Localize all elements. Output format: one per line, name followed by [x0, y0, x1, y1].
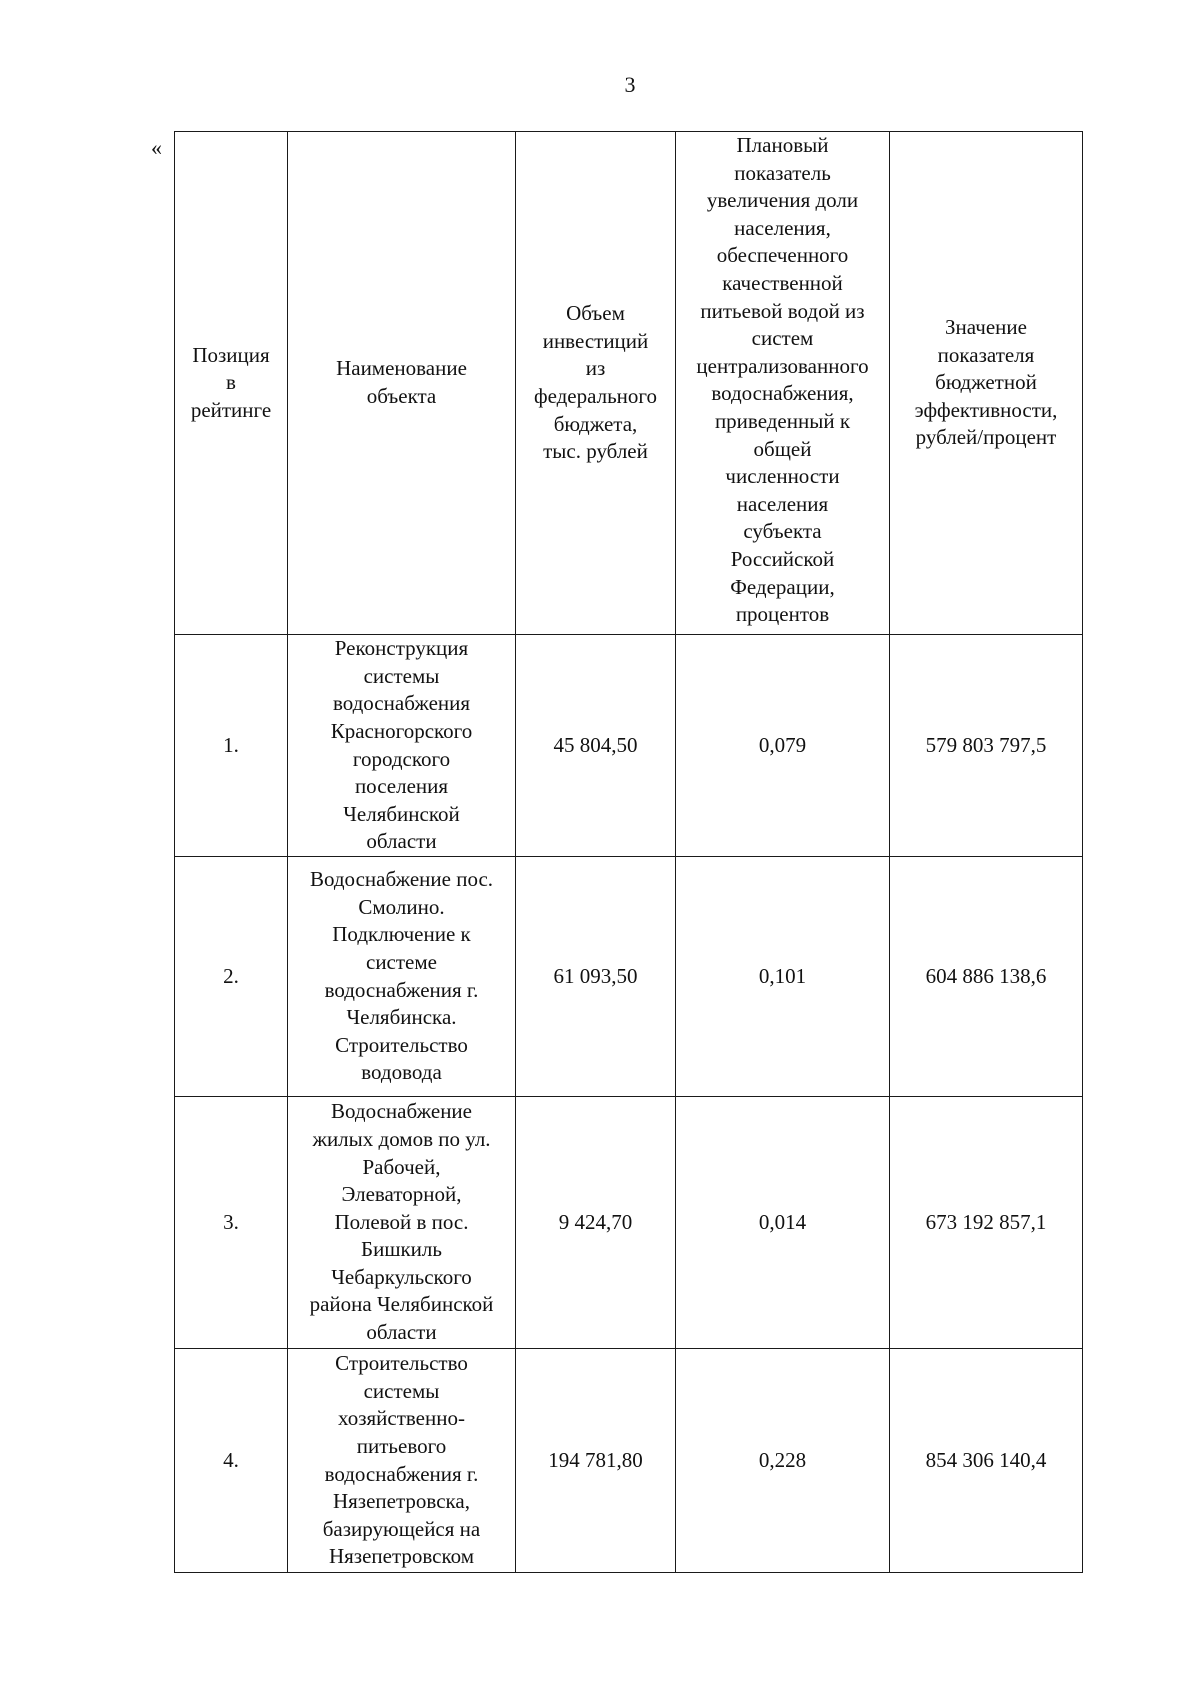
header-line: Российской — [730, 546, 835, 571]
header-line: показателя — [937, 342, 1035, 367]
header-plan-indicator — [676, 132, 890, 635]
name-line: жилых домов по ул. — [312, 1126, 491, 1151]
header-line: систем — [751, 326, 814, 351]
header-line: обеспеченного — [716, 243, 849, 268]
cell-budget-efficiency: 579 803 797,5 — [890, 635, 1083, 857]
cell-object-name — [288, 857, 516, 1097]
table-row — [175, 857, 1083, 1097]
cell-investment: 61 093,50 — [516, 857, 676, 1097]
header-line: увеличения доли — [706, 188, 859, 213]
header-line: населения, — [734, 215, 831, 240]
name-line: Нязепетровском — [328, 1544, 475, 1569]
cell-plan-indicator: 0,014 — [676, 1097, 890, 1349]
name-line: водоснабжения г. — [324, 1461, 479, 1486]
header-line: водоснабжения, — [711, 381, 854, 406]
header-line: численности — [725, 464, 840, 489]
name-line: района Челябинской — [309, 1292, 494, 1317]
name-line: системе — [366, 949, 437, 974]
name-line: Элеваторной, — [341, 1182, 462, 1207]
header-line: Значение — [945, 315, 1027, 340]
cell-position: 4. — [175, 1349, 288, 1573]
header-line: качественной — [722, 270, 843, 295]
name-line: хозяйственно- — [338, 1406, 465, 1431]
name-line: системы — [363, 663, 440, 688]
name-line: области — [366, 1320, 437, 1345]
name-line: водоснабжения — [332, 691, 471, 716]
cell-object-name — [288, 635, 516, 857]
page-number: 3 — [624, 72, 636, 97]
cell-investment: 45 804,50 — [516, 635, 676, 857]
name-line: системы — [363, 1378, 440, 1403]
header-line: приведенный к — [714, 408, 851, 433]
name-line: Водоснабжение пос. — [309, 867, 494, 892]
name-line: Челябинской — [343, 801, 460, 826]
name-line: Чебаркульского — [331, 1264, 472, 1289]
table-row — [175, 1349, 1083, 1573]
header-line: централизованного — [696, 353, 869, 378]
name-line: Челябинска. — [346, 1005, 457, 1030]
cell-investment: 194 781,80 — [516, 1349, 676, 1573]
header-budget-efficiency — [890, 132, 1083, 635]
cell-budget-efficiency: 604 886 138,6 — [890, 857, 1083, 1097]
name-line: водоснабжения г. — [324, 977, 479, 1002]
name-line: базирующейся на — [322, 1516, 481, 1541]
table-row — [175, 635, 1083, 857]
cell-object-name — [288, 1349, 516, 1573]
header-line: Позиция — [192, 342, 270, 367]
name-line: поселения — [354, 774, 449, 799]
header-line: бюджета, — [553, 411, 638, 436]
header-line: Наименование — [336, 356, 467, 381]
cell-budget-efficiency: 854 306 140,4 — [890, 1349, 1083, 1573]
header-object-name — [288, 132, 516, 635]
header-line: процентов — [735, 602, 830, 627]
cell-investment: 9 424,70 — [516, 1097, 676, 1349]
cell-plan-indicator: 0,228 — [676, 1349, 890, 1573]
header-line: питьевой водой из — [700, 298, 865, 323]
name-line: Подключение к — [332, 922, 471, 947]
name-line: Строительство — [335, 1032, 468, 1057]
name-line: Бишкиль — [361, 1237, 442, 1262]
header-line: населения — [736, 491, 829, 516]
header-line: эффективности, — [914, 397, 1058, 422]
header-line: тыс. рублей — [543, 439, 648, 464]
cell-position: 1. — [175, 635, 288, 857]
header-line: инвестиций — [542, 328, 649, 353]
header-line: объекта — [366, 384, 437, 408]
name-line: питьевого — [356, 1433, 447, 1458]
name-line: Нязепетровска, — [332, 1489, 470, 1514]
name-line: городского — [352, 746, 451, 771]
cell-object-name — [288, 1097, 516, 1349]
rating-table — [174, 131, 1083, 1573]
header-position — [175, 132, 288, 635]
name-line: Водоснабжение — [330, 1099, 472, 1124]
cell-budget-efficiency: 673 192 857,1 — [890, 1097, 1083, 1349]
header-line: федерального — [533, 384, 658, 408]
header-line: общей — [753, 436, 812, 461]
header-line: субъекта — [743, 519, 822, 544]
cell-plan-indicator: 0,079 — [676, 635, 890, 857]
name-line: Смолино. — [358, 894, 445, 919]
cell-position: 3. — [175, 1097, 288, 1349]
header-line: рейтинге — [190, 397, 272, 422]
name-line: Красногорского — [330, 718, 473, 743]
header-line: рублей/процент — [915, 425, 1057, 450]
opening-quote-mark: « — [151, 135, 162, 160]
header-investment — [516, 132, 676, 635]
table-row — [175, 1097, 1083, 1349]
header-line: показатель — [734, 160, 831, 185]
header-line: Объем — [566, 301, 625, 326]
name-line: области — [366, 829, 437, 854]
name-line: Реконструкция — [334, 636, 469, 661]
name-line: Строительство — [335, 1351, 468, 1376]
cell-position: 2. — [175, 857, 288, 1097]
cell-plan-indicator: 0,101 — [676, 857, 890, 1097]
header-line: из — [585, 356, 606, 381]
name-line: Полевой в пос. — [334, 1209, 469, 1234]
name-line: водовода — [361, 1060, 442, 1085]
header-line: Федерации, — [730, 574, 835, 599]
header-line: бюджетной — [935, 370, 1037, 395]
name-line: Рабочей, — [362, 1154, 441, 1179]
table-header-row — [175, 132, 1083, 635]
header-line: в — [226, 370, 236, 395]
header-line: Плановый — [736, 133, 829, 157]
